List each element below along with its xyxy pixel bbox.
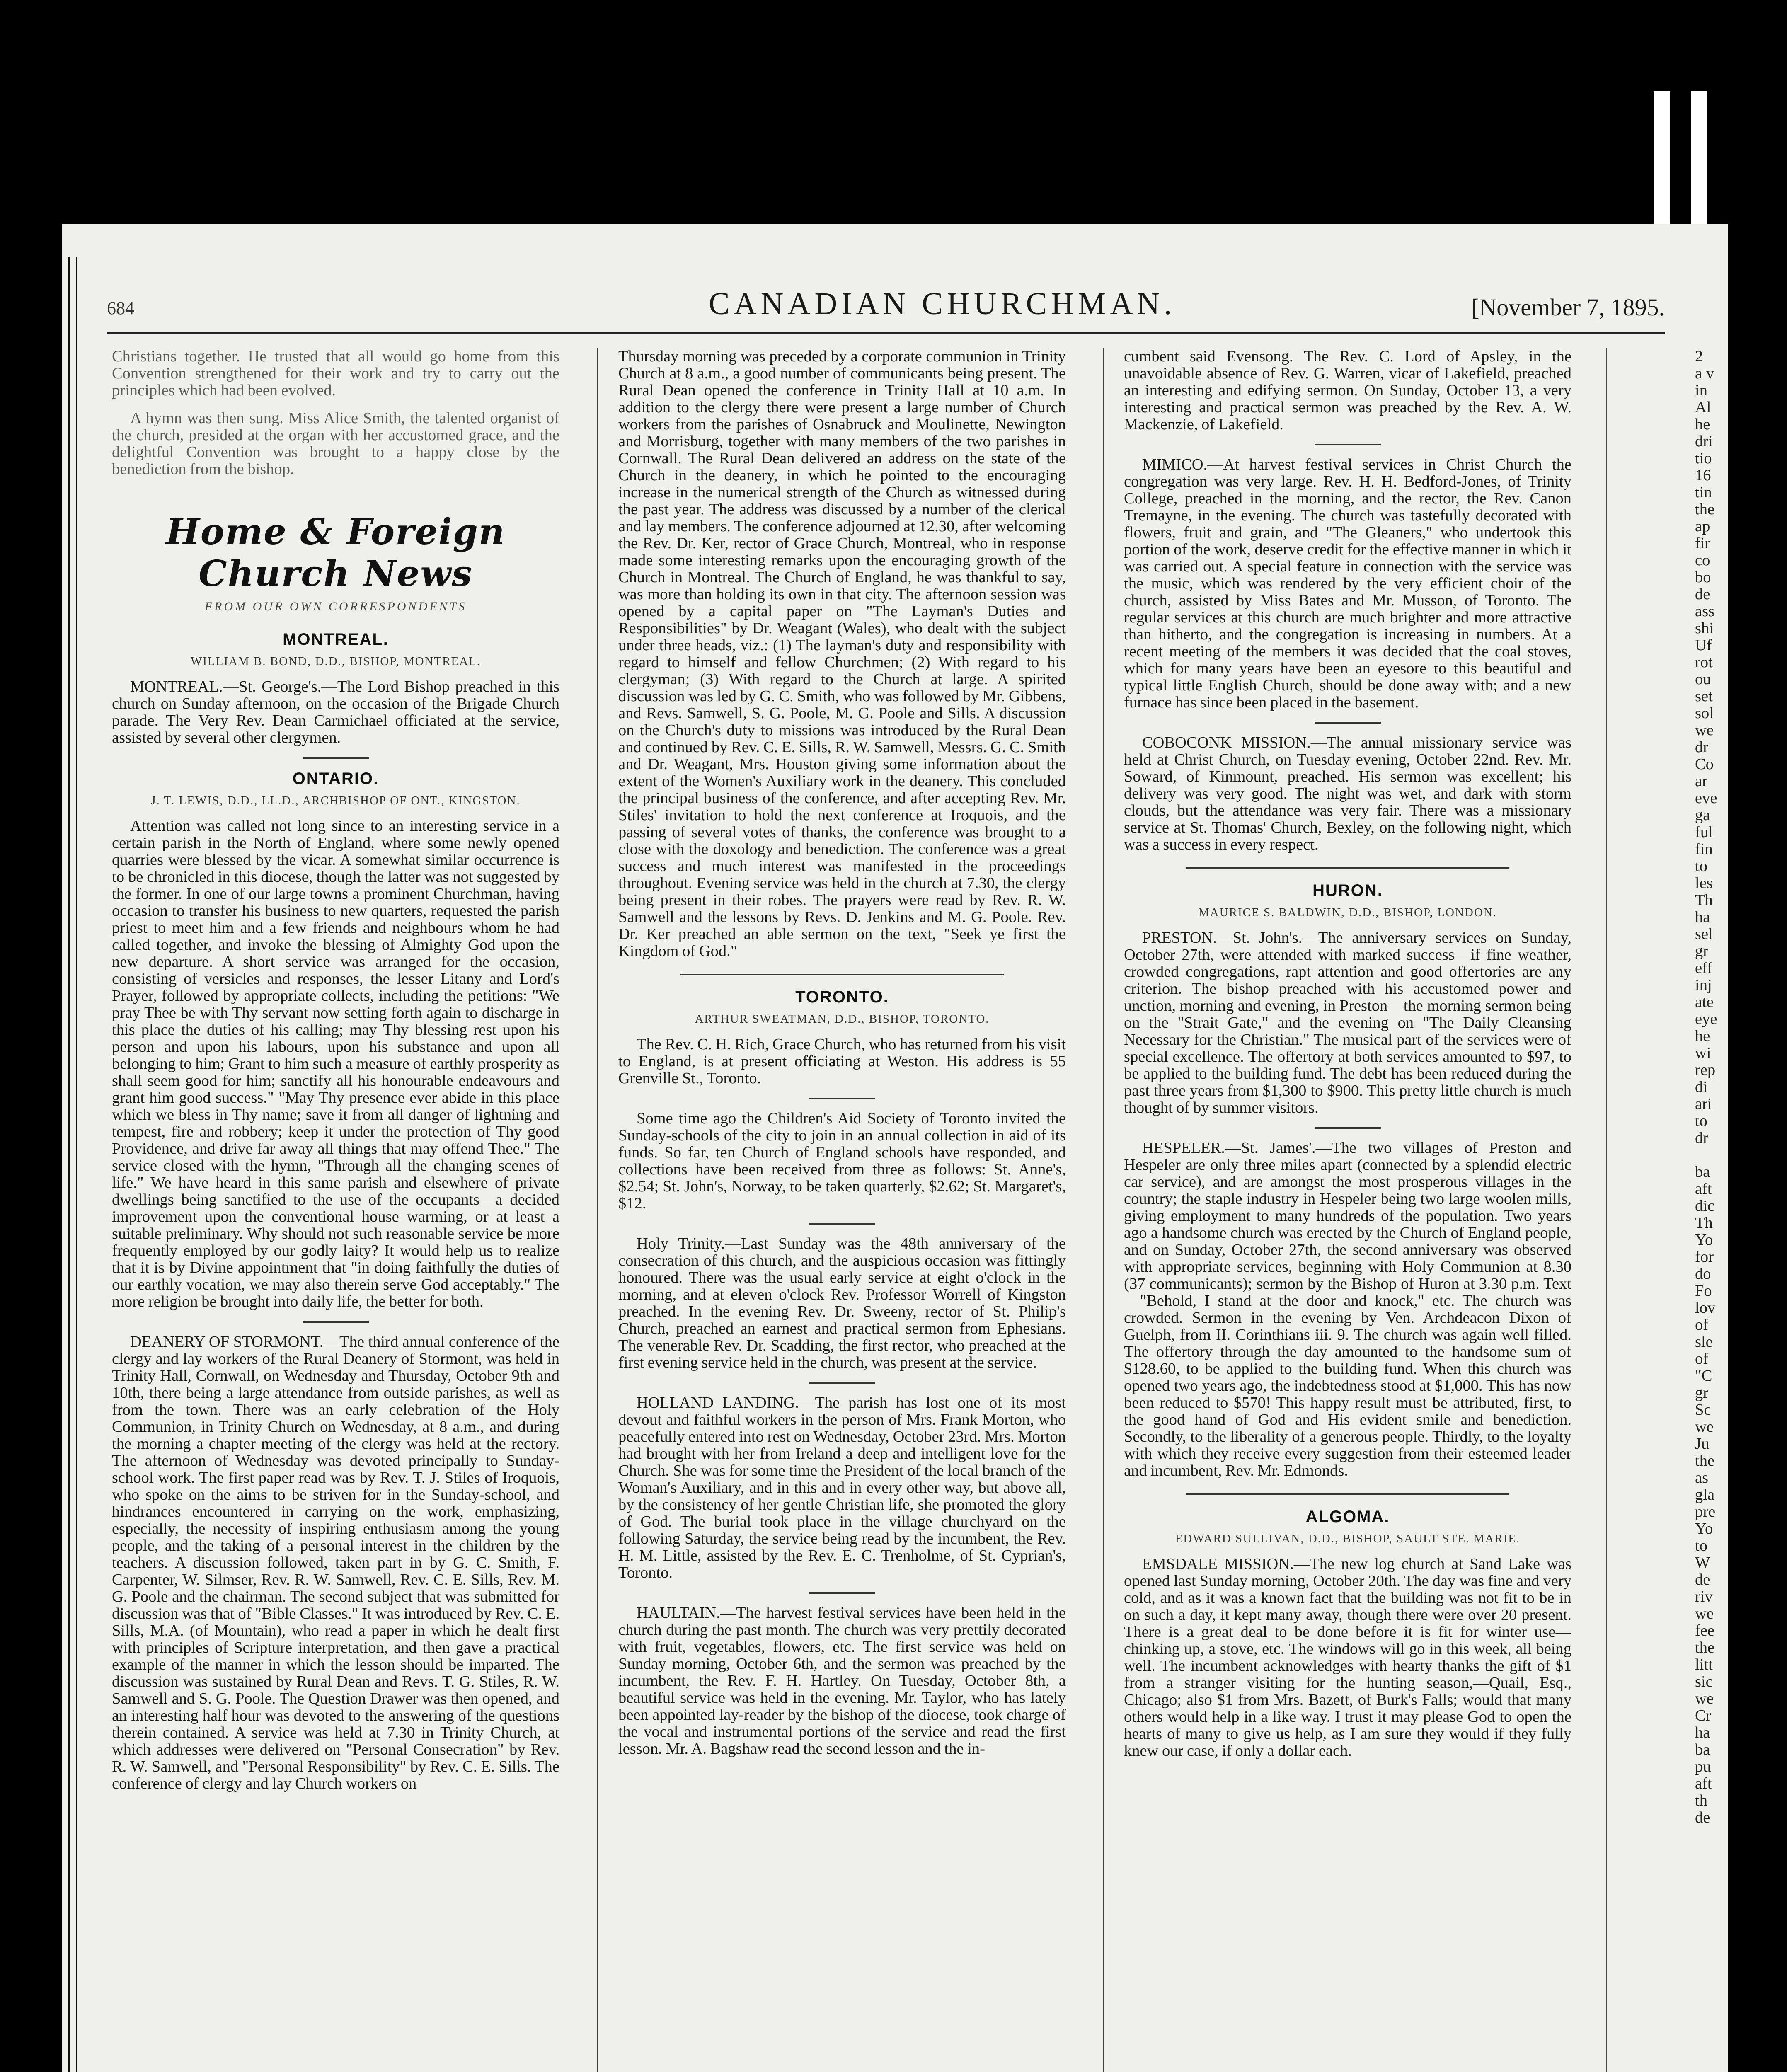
edge-fragment: ass bbox=[1695, 603, 1715, 620]
header-rule bbox=[107, 332, 1665, 334]
edge-fragment: ate bbox=[1695, 993, 1714, 1011]
edge-fragment: inj bbox=[1695, 976, 1712, 994]
newspaper-page bbox=[62, 224, 1728, 2072]
edge-fragment: eff bbox=[1695, 959, 1713, 977]
edge-fragment: tio bbox=[1695, 450, 1712, 467]
column-rule-2 bbox=[1103, 348, 1104, 2072]
edge-fragment: de bbox=[1695, 1809, 1710, 1826]
section-title: Home & Foreign Church News bbox=[166, 511, 506, 595]
edge-fragment: Fo bbox=[1695, 1282, 1712, 1300]
article-text: Some time ago the Children's Aid Society of Toronto invited the Sunday-schools of the city to join in an annual collection in aid of its funds. So far, ten Church of England schools have responded, and collections have been received from three as follows: St. Anne's, $2.54; St. John's, Norway, to be taken quarterly, $2.62; St. Margaret's, $12. bbox=[618, 1110, 1066, 1212]
edge-fragment: dri bbox=[1695, 433, 1713, 450]
edge-fragments bbox=[1695, 348, 1728, 1826]
edge-fragment: ba bbox=[1695, 1741, 1710, 1758]
divider bbox=[1315, 722, 1381, 724]
divider bbox=[809, 1223, 875, 1225]
article-text: Holy Trinity.—Last Sunday was the 48th anniversary of the consecration of this church, and the auspicious occasion was fittingly honoured. There was the usual early service at eight o'clock in the morning, and at eleven o'clock Rev. Professor Worrell of Kingston preached. In the evening Rev. Dr. Sweeny, rector of St. Philip's Church, preached an earnest and practical sermon from Ephesians. The venerable Rev. Dr. Scadding, the first rector, who preached at the first evening service held in the church, was present at the service. bbox=[618, 1235, 1066, 1371]
edge-fragment: ha bbox=[1695, 908, 1710, 926]
edge-fragment: ful bbox=[1695, 823, 1713, 841]
edge-fragment: as bbox=[1695, 1469, 1709, 1486]
edge-fragment: sol bbox=[1695, 704, 1714, 722]
edge-fragment: Al bbox=[1695, 399, 1711, 416]
diocese-heading-ontario: ONTARIO. bbox=[292, 770, 379, 788]
edge-fragment: the bbox=[1695, 501, 1715, 518]
edge-fragment: ari bbox=[1695, 1095, 1712, 1113]
edge-fragment: tin bbox=[1695, 484, 1712, 501]
edge-fragment: rot bbox=[1695, 654, 1713, 671]
edge-fragment: sic bbox=[1695, 1673, 1713, 1690]
edge-fragment: co bbox=[1695, 552, 1710, 569]
column-2 bbox=[618, 348, 1066, 2072]
edge-fragment: dr bbox=[1695, 738, 1709, 756]
edge-fragment: fin bbox=[1695, 840, 1713, 858]
edge-fragment: Yo bbox=[1695, 1231, 1713, 1249]
article-text: EMSDALE MISSION.—The new log church at Sand Lake was opened last Sunday morning, October 20th. The day was fine and very cold, and as it was a known fact that the building was not fit to be in on such a day, it kept many away, though there were over 20 present. There is a great deal to be done before it is fit for winter use—chinking up, a stove, etc. The windows will go in this week, all being well. The incumbent acknowledges with hearty thanks the gift of $1 from a stranger visiting for the hunting season,—Quail, Esq., Chicago; also $1 from Mrs. Bazett, of Burk's Falls; would that many others would help in a like way. I trust it may please God to open the hearts of many to give us help, as I am sure they would if they fully knew our case, if only a dollar each. bbox=[1124, 1555, 1571, 1760]
bishop-line: ARTHUR SWEATMAN, D.D., BISHOP, TORONTO. bbox=[695, 1012, 990, 1026]
bishop-line: WILLIAM B. BOND, D.D., BISHOP, MONTREAL. bbox=[190, 655, 481, 668]
edge-fragment: riv bbox=[1695, 1588, 1713, 1605]
divider bbox=[303, 757, 369, 759]
edge-fragment: to bbox=[1695, 1537, 1707, 1554]
article-text: Christians together. He trusted that all would go home from this Convention strengthened for their work and try to carry out the principles which had been evolved. bbox=[112, 348, 559, 399]
page-number: 684 bbox=[107, 298, 134, 318]
diocese-heading-huron: HURON. bbox=[1312, 881, 1383, 900]
edge-fragment: W bbox=[1695, 1554, 1710, 1571]
article-text: DEANERY OF STORMONT.—The third annual conference of the clergy and lay workers of the Rural Deanery of Stormont, was held in Trinity Hall, Cornwall, on Wednesday and Thursday, October 9th and 10th, there being a large attendance from outside parishes, as well as from the town. There was an early celebration of the Holy Communion, in Trinity Church on Wednesday, at 8 a.m., and during the morning a chapter meeting of the clergy was held at the rectory. The afternoon of Wednesday was devoted principally to Sunday-school work. The first paper read was by Rev. T. J. Stiles of Iroquois, who spoke on the aims to be striven for in the Sunday-school, and hindrances encountered in carrying on the work, emphasizing, especially, the necessity of inspiring enthusiasm among the young people, and the taking of a personal interest in the children by the teachers. A discussion followed, taken part in by G. C. Smith, F. Carpenter, W. Silmser, Rev. R. W. Samwell, Rev. C. E. Sills, Rev. M. G. Poole and the chairman. The second subject that was submitted for discussion was that of "Bible Classes." It was introduced by Rev. C. E. Sills, M.A. (of Mountain), who read a paper in which he dealt first with principles of Scripture interpretation, and then gave a practical example of the manner in which the lesson should be imparted. The discussion was sustained by Rural Dean and Revs. T. G. Stiles, R. W. Samwell and S. G. Poole. The Question Drawer was then opened, and an interesting half hour was devoted to the answering of the questions therein contained. A service was held at 7.30 in Trinity Church, at which addresses were delivered on "Personal Consecration" by Rev. R. W. Samwell, and "Personal Responsibility" by Rev. C. E. Sills. The conference of clergy and lay Church workers on bbox=[112, 1333, 559, 1792]
edge-fragment: gr bbox=[1695, 942, 1709, 960]
edge-fragment: sle bbox=[1695, 1333, 1713, 1351]
edge-fragment: eve bbox=[1695, 789, 1717, 807]
edge-fragment: bo bbox=[1695, 569, 1711, 586]
edge-fragment: shi bbox=[1695, 620, 1714, 637]
bishop-line: MAURICE S. BALDWIN, D.D., BISHOP, LONDON. bbox=[1198, 906, 1497, 919]
edge-fragment: sel bbox=[1695, 925, 1713, 943]
edge-fragment: he bbox=[1695, 1027, 1710, 1045]
edge-fragment: Th bbox=[1695, 1214, 1713, 1232]
edge-fragment: we bbox=[1695, 1690, 1714, 1707]
edge-fragment: aft bbox=[1695, 1180, 1712, 1198]
article-text: Thursday morning was preceded by a corporate communion in Trinity Church at 8 a.m., a good number of communicants being present. The Rural Dean opened the conference in Trinity Hall at 10 a.m. In addition to the clergy there were present a large number of Church workers from the parishes of Osnabruck and Moulinette, Newington and Morrisburg, together with many members of the two parishes in Cornwall. The Rural Dean delivered an address on the state of the Church in the deanery, in which he pointed to the encouraging increase in the numerical strength of the Church as witnessed during the past year. The address was discussed by a number of the clerical and lay members. The conference adjourned at 12.30, after welcoming the Rev. Dr. Ker, rector of Grace Church, Montreal, who in response made some interesting remarks upon the encouraging growth of the Church in Montreal. The Church of England, he was thankful to say, was more than holding its own in that city. The afternoon session was opened by a capital paper on "The Layman's Duties and Responsibilities" by Dr. Weagant (Wales), who dealt with the subject under three heads, viz.: (1) The layman's duty and responsibility with regard to himself and fellow Churchmen; (2) With regard to his clergyman; (3) With regard to the Church at large. A spirited discussion was led by G. C. Smith, who was followed by Mr. Gibbens, and Revs. Samwell, S. G. Poole, M. G. Poole and Sills. A discussion on the Church's duty to missions was introduced by the Rural Dean and continued by Rev. C. E. Sills, R. W. Samwell, Messrs. G. C. Smith and Dr. Weagant, Mrs. Houston giving some information about the extent of the Women's Auxiliary work in the deanery. This concluded the principal business of the conference, and after accepting Rev. Mr. Stiles' invitation to hold the next conference at Iroquois, and the passing of several votes of thanks, the conference was brought to a close with the doxology and benediction. The conference was a great success and much interest was manifested in the proceedings throughout. Evening service was held in the church at 7.30, the clergy being present in their robes. The prayers were read by Rev. R. W. Samwell and the lessons by Revs. D. Jenkins and M. G. Poole. Rev. Dr. Ker preached an able sermon on the text, "Seek ye first the Kingdom of God." bbox=[618, 348, 1066, 960]
edge-fragment: eye bbox=[1695, 1010, 1717, 1028]
edge-fragment: lov bbox=[1695, 1299, 1716, 1317]
diocese-heading-toronto: TORONTO. bbox=[795, 988, 889, 1006]
column-1 bbox=[112, 348, 559, 2072]
edge-fragment: gr bbox=[1695, 1384, 1709, 1402]
article-text: cumbent said Evensong. The Rev. C. Lord of Apsley, in the unavoidable absence of Rev. G. Warren, vicar of Lakefield, preached an interesting and edifying sermon. On Sunday, October 13, a very interesting and practical sermon was preached by the Rev. A. W. Mackenzie, of Lakefield. bbox=[1124, 348, 1571, 433]
edge-fragment: ba bbox=[1695, 1163, 1710, 1181]
edge-fragment: the bbox=[1695, 1452, 1715, 1469]
edge-fragment: Cr bbox=[1695, 1707, 1711, 1724]
edge-fragment: ha bbox=[1695, 1724, 1710, 1741]
edge-fragment: to bbox=[1695, 857, 1707, 875]
left-margin-rule-2 bbox=[76, 257, 77, 2072]
edge-fragment: Sc bbox=[1695, 1401, 1711, 1418]
article-text: PRESTON.—St. John's.—The anniversary services on Sunday, October 27th, were attended with marked success—if fine weather, crowded congregations, rapt attention and good offertories are any criterion. The bishop preached with his accustomed power and unction, morning and evening, in Preston—the morning sermon being on the "Strait Gate," and the evening on "The Daily Cleansing Necessary for the Christian." The musical part of the services were of special excellence. The offertory at both services amounted to $97, to be applied to the building fund. The debt has been reduced during the past three years from $1,300 to $900. This pretty little church is much thought of by summer visitors. bbox=[1124, 929, 1571, 1116]
edge-fragment: Th bbox=[1695, 891, 1713, 909]
edge-fragment: Yo bbox=[1695, 1520, 1713, 1537]
section-subtitle: FROM OUR OWN CORRESPONDENTS bbox=[204, 600, 467, 613]
edge-fragment: of bbox=[1695, 1316, 1709, 1334]
edge-fragment: de bbox=[1695, 586, 1710, 603]
article-text: COBOCONK MISSION.—The annual missionary service was held at Christ Church, on Tuesday evening, October 22nd. Rev. Mr. Soward, of Kinmount, preached. His sermon was excellent; his delivery was very good. The night was wet, and dark with storm clouds, but the attendance was very fair. There was a missionary service at St. Thomas' Church, Bexley, on the following night, which was a success in every respect. bbox=[1124, 734, 1571, 853]
edge-fragment: we bbox=[1695, 1418, 1714, 1435]
edge-fragment: do bbox=[1695, 1265, 1711, 1283]
column-rule-3 bbox=[1606, 348, 1607, 2072]
edge-fragment: Uf bbox=[1695, 637, 1712, 654]
left-margin-rule bbox=[68, 257, 70, 2072]
edge-fragment: Ju bbox=[1695, 1435, 1710, 1452]
divider bbox=[680, 974, 1004, 975]
edge-fragment: a v bbox=[1695, 365, 1714, 382]
article-text: The Rev. C. H. Rich, Grace Church, who has returned from his visit to England, is at present officiating at Weston. His address is 55 Grenville St., Toronto. bbox=[618, 1036, 1066, 1087]
edge-fragment: Co bbox=[1695, 755, 1714, 773]
divider bbox=[1315, 444, 1381, 445]
divider bbox=[1186, 1493, 1509, 1495]
issue-date: [November 7, 1895. bbox=[1471, 294, 1665, 321]
edge-fragment: we bbox=[1695, 1605, 1714, 1622]
edge-fragment: the bbox=[1695, 1639, 1715, 1656]
article-text: HESPELER.—St. James'.—The two villages of Preston and Hespeler are only three miles apart (connected by a splendid electric car service), and are amongst the most prosperous villages in the country; the staple industry in Hespeler being two large woolen mills, giving employment to many hundreds of the population. Two years ago a handsome church was erected by the Church of England people, and on Sunday, October 27th, the second anniversary was observed with appropriate services, beginning with Holy Communion at 8.30 (37 communicants); sermon by the Bishop of Huron at 3.30 p.m. Text—"Behold, I stand at the door and knock," etc. The church was crowded. Sermon in the evening by Ven. Archdeacon Dixon of Guelph, from II. Corinthians iii. 9. The church was again well filled. The offertory through the day amounted to the handsome sum of $128.60, to be applied to the building fund. When this church was opened two years ago, the indebtedness stood at $1,000. This has now been reduced to $570! This happy result must be attributed, first, to the good hand of God and His evident smile and benediction. Secondly, to the liberality of a generous people. Thirdly, to the loyalty with which they receive every suggestion from their esteemed leader and incumbent, Rev. Mr. Edmonds. bbox=[1124, 1139, 1571, 1479]
divider bbox=[1315, 1127, 1381, 1129]
edge-fragment: ar bbox=[1695, 772, 1707, 790]
edge-fragment: set bbox=[1695, 687, 1713, 705]
edge-fragment: in bbox=[1695, 382, 1707, 399]
edge-fragment: fir bbox=[1695, 535, 1710, 552]
edge-fragment: wi bbox=[1695, 1044, 1711, 1062]
edge-fragment: dr bbox=[1695, 1129, 1709, 1147]
edge-fragment: 16 bbox=[1695, 467, 1711, 484]
edge-fragment: rep bbox=[1695, 1061, 1716, 1079]
edge-fragment: th bbox=[1695, 1792, 1707, 1809]
divider bbox=[1186, 867, 1509, 869]
edge-fragment: of bbox=[1695, 1350, 1709, 1368]
edge-fragment: ga bbox=[1695, 806, 1710, 824]
divider bbox=[809, 1382, 875, 1384]
edge-fragment: "C bbox=[1695, 1367, 1712, 1385]
edge-fragment: aft bbox=[1695, 1775, 1712, 1792]
column-rule-1 bbox=[597, 348, 598, 2072]
diocese-heading-montreal: MONTREAL. bbox=[283, 630, 389, 649]
article-text: A hymn was then sung. Miss Alice Smith, the talented organist of the church, presided at the organ with her accustomed grace, and the delightful Convention was brought to a happy close by the benediction from the bishop. bbox=[112, 409, 559, 478]
edge-fragment: to bbox=[1695, 1112, 1707, 1130]
article-text: MONTREAL.—St. George's.—The Lord Bishop preached in this church on Sunday afternoon, on the occasion of the Brigade Church parade. The Very Rev. Dean Carmichael officiated at the service, assisted by several other clergymen. bbox=[112, 678, 559, 746]
article-text: Attention was called not long since to an interesting service in a certain parish in the North of England, where some newly opened quarries were blessed by the vicar. A somewhat similar occurrence is to be chronicled in this diocese, though the latter was not suggested by the former. In one of our large towns a prominent Churchman, having occasion to transfer his business to new quarters, requested the parish priest to meet him and a few friends and neighbours whom he had called together, and invoke the blessing of Almighty God upon the new departure. A short service was arranged for the occasion, consisting of versicles and responses, the lesser Litany and Lord's Prayer, followed by appropriate collects, including the petitions: "We pray Thee be with Thy servant now setting forth again to discharge in this place the duties of his calling; may Thy blessing rest upon his person and upon his labours, upon his substance and upon all belonging to him; Grant to him such a measure of earthly prosperity as shall seem good for him; sanctify all his honourable endeavours and grant him good success." "May Thy presence ever abide in this place which we bless in Thy name; save it from all danger of lightning and tempest, fire and robbery; keep it under the protection of Thy good Providence, and drive far away all things that may offend Thee." The service closed with the hymn, "Through all the changing scenes of life." We have heard in this same parish and elsewhere of private dwellings being sanctified to the use of the occupants—a decided improvement upon the conventional house warming, or at least a suitable preliminary. Why should not such reasonable service be more frequently employed by our godly laity? It would help us to realize that it is by Divine appointment that "in doing faithfully the duties of our earthly vocation, we may also therein serve God acceptably." The more religion be brought into daily life, the better for both. bbox=[112, 817, 559, 1310]
divider bbox=[303, 1321, 369, 1323]
edge-fragment: fee bbox=[1695, 1622, 1714, 1639]
divider bbox=[809, 1592, 875, 1594]
edge-fragment: pre bbox=[1695, 1503, 1716, 1520]
article-text: MIMICO.—At harvest festival services in Christ Church the congregation was very large. Rev. H. H. Bedford-Jones, of Trinity College, preached in the morning, and the rector, the Rev. Canon Tremayne, in the evening. The church was tastefully decorated with flowers, fruit and grain, and "The Gleaners," who undertook this portion of the work, deserve credit for the effective manner in which it was carried out. A special feature in connection with the service was the music, which was rendered by the very efficient choir of the church, assisted by Miss Bates and Mr. Musson, of Toronto. The regular services at this church are much brighter and more attractive than hitherto, and the congregation is increasing in numbers. At a recent meeting of the members it was decided that the coal stoves, which for many years have been an eyesore to this beautiful and typical little English Church, should be done away with; and a new furnace has since been placed in the basement. bbox=[1124, 456, 1571, 711]
edge-fragment: ou bbox=[1695, 670, 1711, 688]
divider bbox=[809, 1098, 875, 1099]
black-border-top bbox=[0, 0, 1787, 224]
diocese-heading-algoma: ALGOMA. bbox=[1305, 1508, 1390, 1526]
edge-fragment: de bbox=[1695, 1571, 1710, 1588]
edge-fragment: litt bbox=[1695, 1656, 1713, 1673]
article-text: HAULTAIN.—The harvest festival services have been held in the church during the past month. The church was very prettily decorated with fruit, vegetables, flowers, etc. The first service was held on Sunday morning, October 6th, and the sermon was preached by the incumbent, the Rev. F. H. Hartley. On Tuesday, October 8th, a beautiful service was held in the evening. Mr. Taylor, who has lately been appointed lay-reader by the bishop of the diocese, took charge of the vocal and instrumental portions of the service and read the first lesson. Mr. A. Bagshaw read the second lesson and the in- bbox=[618, 1604, 1066, 1757]
column-3 bbox=[1124, 348, 1571, 2072]
newspaper-title: CANADIAN CHURCHMAN. bbox=[709, 286, 1176, 321]
edge-fragment: les bbox=[1695, 874, 1713, 892]
edge-fragment: ap bbox=[1695, 518, 1710, 535]
edge-fragment: gla bbox=[1695, 1486, 1715, 1503]
black-border-right bbox=[1728, 0, 1787, 2072]
bishop-line: J. T. LEWIS, D.D., LL.D., ARCHBISHOP OF ONT., KINGSTON. bbox=[151, 794, 521, 807]
edge-fragment: dic bbox=[1695, 1197, 1715, 1215]
edge-fragment: we bbox=[1695, 721, 1714, 739]
edge-fragment: di bbox=[1695, 1078, 1707, 1096]
edge-fragment bbox=[1695, 1147, 1728, 1164]
next-page-edge bbox=[1695, 348, 1728, 2072]
edge-fragment: pu bbox=[1695, 1758, 1711, 1775]
edge-fragment: he bbox=[1695, 416, 1710, 433]
edge-fragment: 2 bbox=[1695, 348, 1703, 365]
article-text: HOLLAND LANDING.—The parish has lost one of its most devout and faithful workers in the person of Mrs. Frank Morton, who peacefully entered into rest on Wednesday, October 23rd. Mrs. Morton had brought with her from Ireland a deep and intelligent love for the Church. She was for some time the President of the local branch of the Woman's Auxiliary, and in this and in every other way, but above all, by the consistency of her gentle Christian life, she promoted the glory of God. The burial took place in the village churchyard on the following Saturday, the service being read by the incumbent, the Rev. H. M. Little, assisted by the Rev. E. C. Trenholme, of St. Cyprian's, Toronto. bbox=[618, 1394, 1066, 1581]
black-border-left bbox=[0, 0, 62, 2072]
edge-fragment: for bbox=[1695, 1248, 1714, 1266]
bishop-line: EDWARD SULLIVAN, D.D., BISHOP, SAULT STE. MARIE. bbox=[1175, 1532, 1521, 1545]
